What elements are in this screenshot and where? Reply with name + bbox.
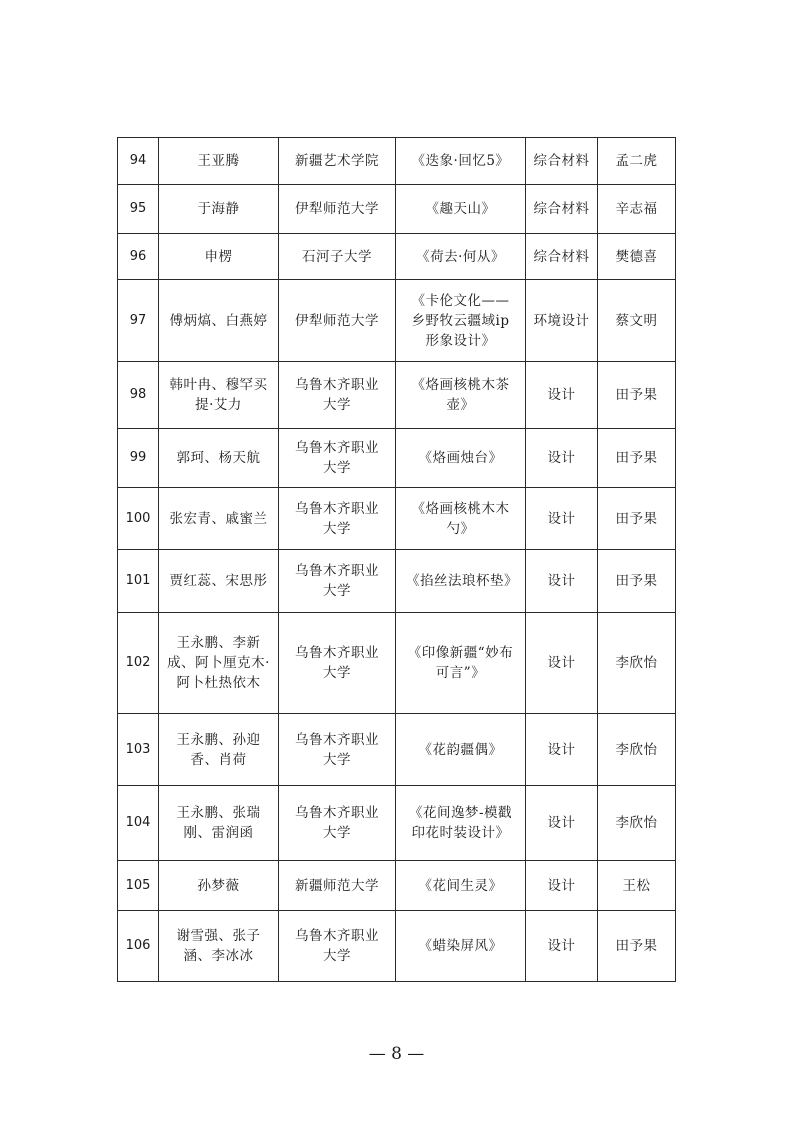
school-name: 新疆师范大学 bbox=[279, 861, 396, 911]
school-name: 新疆艺术学院 bbox=[279, 138, 396, 185]
advisor-name: 樊德喜 bbox=[598, 234, 676, 280]
advisor-name: 李欣怡 bbox=[598, 613, 676, 714]
entry-number: 97 bbox=[118, 280, 159, 362]
advisor-name: 李欣怡 bbox=[598, 714, 676, 786]
entry-number: 99 bbox=[118, 429, 159, 488]
work-category: 设计 bbox=[526, 861, 598, 911]
advisor-name: 王松 bbox=[598, 861, 676, 911]
entry-number: 104 bbox=[118, 786, 159, 861]
author-names: 张宏青、戚蜜兰 bbox=[159, 488, 279, 550]
work-category: 设计 bbox=[526, 429, 598, 488]
table-row bbox=[118, 786, 676, 861]
work-title: 《烙画核桃木木勺》 bbox=[396, 488, 526, 550]
advisor-name: 田予果 bbox=[598, 550, 676, 613]
school-name: 乌鲁木齐职业大学 bbox=[279, 362, 396, 429]
table-row bbox=[118, 613, 676, 714]
author-names: 贾红蕊、宋思彤 bbox=[159, 550, 279, 613]
author-names: 傅炳熇、白燕婷 bbox=[159, 280, 279, 362]
school-name: 乌鲁木齐职业大学 bbox=[279, 550, 396, 613]
table-row bbox=[118, 138, 676, 185]
work-category: 综合材料 bbox=[526, 138, 598, 185]
work-title: 《卡伦文化——乡野牧云疆域ip形象设计》 bbox=[396, 280, 526, 362]
school-name: 伊犁师范大学 bbox=[279, 185, 396, 234]
entry-number: 94 bbox=[118, 138, 159, 185]
award-list-table bbox=[117, 137, 676, 982]
author-names: 韩叶冉、穆罕买提·艾力 bbox=[159, 362, 279, 429]
table-row bbox=[118, 362, 676, 429]
advisor-name: 李欣怡 bbox=[598, 786, 676, 861]
work-title: 《荷去·何从》 bbox=[396, 234, 526, 280]
work-title: 《花韵疆偶》 bbox=[396, 714, 526, 786]
work-title: 《花间生灵》 bbox=[396, 861, 526, 911]
entry-number: 106 bbox=[118, 911, 159, 982]
work-category: 设计 bbox=[526, 613, 598, 714]
work-category: 环境设计 bbox=[526, 280, 598, 362]
work-category: 设计 bbox=[526, 786, 598, 861]
school-name: 石河子大学 bbox=[279, 234, 396, 280]
table-row bbox=[118, 861, 676, 911]
work-category: 设计 bbox=[526, 911, 598, 982]
table-row bbox=[118, 234, 676, 280]
award-list-body bbox=[118, 138, 676, 982]
work-title: 《掐丝法琅杯垫》 bbox=[396, 550, 526, 613]
author-names: 王永鹏、李新成、阿卜厘克木·阿卜杜热依木 bbox=[159, 613, 279, 714]
work-category: 设计 bbox=[526, 488, 598, 550]
entry-number: 98 bbox=[118, 362, 159, 429]
table-row bbox=[118, 714, 676, 786]
author-names: 王永鹏、孙迎香、肖荷 bbox=[159, 714, 279, 786]
advisor-name: 蔡文明 bbox=[598, 280, 676, 362]
work-title: 《趣天山》 bbox=[396, 185, 526, 234]
entry-number: 103 bbox=[118, 714, 159, 786]
work-category: 设计 bbox=[526, 550, 598, 613]
entry-number: 102 bbox=[118, 613, 159, 714]
work-title: 《印像新疆“妙布可言”》 bbox=[396, 613, 526, 714]
work-title: 《迭象·回忆5》 bbox=[396, 138, 526, 185]
author-names: 王亚腾 bbox=[159, 138, 279, 185]
advisor-name: 田予果 bbox=[598, 911, 676, 982]
work-category: 综合材料 bbox=[526, 185, 598, 234]
table-row bbox=[118, 429, 676, 488]
table-row bbox=[118, 280, 676, 362]
school-name: 乌鲁木齐职业大学 bbox=[279, 613, 396, 714]
entry-number: 96 bbox=[118, 234, 159, 280]
author-names: 谢雪强、张子涵、李冰冰 bbox=[159, 911, 279, 982]
work-title: 《花间逸梦-模戳印花时装设计》 bbox=[396, 786, 526, 861]
table-row bbox=[118, 550, 676, 613]
advisor-name: 田予果 bbox=[598, 488, 676, 550]
advisor-name: 辛志福 bbox=[598, 185, 676, 234]
work-category: 综合材料 bbox=[526, 234, 598, 280]
school-name: 伊犁师范大学 bbox=[279, 280, 396, 362]
work-category: 设计 bbox=[526, 714, 598, 786]
school-name: 乌鲁木齐职业大学 bbox=[279, 488, 396, 550]
advisor-name: 孟二虎 bbox=[598, 138, 676, 185]
school-name: 乌鲁木齐职业大学 bbox=[279, 429, 396, 488]
author-names: 孙梦薇 bbox=[159, 861, 279, 911]
author-names: 郭珂、杨天航 bbox=[159, 429, 279, 488]
entry-number: 100 bbox=[118, 488, 159, 550]
page-number: — 8 — bbox=[368, 1044, 425, 1064]
work-title: 《蜡染屏风》 bbox=[396, 911, 526, 982]
school-name: 乌鲁木齐职业大学 bbox=[279, 911, 396, 982]
school-name: 乌鲁木齐职业大学 bbox=[279, 786, 396, 861]
entry-number: 105 bbox=[118, 861, 159, 911]
advisor-name: 田予果 bbox=[598, 429, 676, 488]
table-row bbox=[118, 911, 676, 982]
author-names: 于海静 bbox=[159, 185, 279, 234]
entry-number: 95 bbox=[118, 185, 159, 234]
table-row bbox=[118, 185, 676, 234]
author-names: 王永鹏、张瑞刚、雷润函 bbox=[159, 786, 279, 861]
work-title: 《烙画核桃木茶壶》 bbox=[396, 362, 526, 429]
table-row bbox=[118, 488, 676, 550]
work-title: 《烙画烛台》 bbox=[396, 429, 526, 488]
entry-number: 101 bbox=[118, 550, 159, 613]
author-names: 申楞 bbox=[159, 234, 279, 280]
work-category: 设计 bbox=[526, 362, 598, 429]
advisor-name: 田予果 bbox=[598, 362, 676, 429]
school-name: 乌鲁木齐职业大学 bbox=[279, 714, 396, 786]
